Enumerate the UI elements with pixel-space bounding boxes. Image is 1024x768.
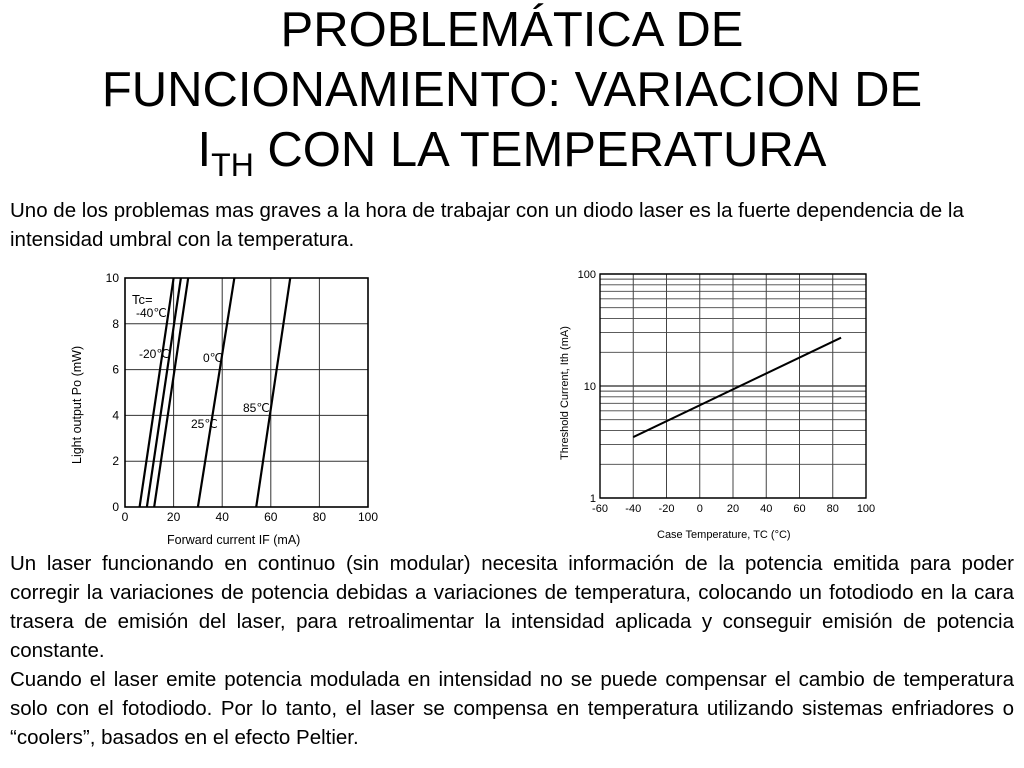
chart2-ytick: 10	[583, 381, 596, 393]
chart1-series-label-m40: -40℃	[136, 306, 167, 320]
chart1-series-label-0: 0℃	[203, 351, 224, 365]
chart1-xlabel: Forward current IF (mA)	[167, 533, 301, 547]
chart1-series-line	[256, 278, 290, 507]
chart2-grid	[600, 274, 866, 498]
chart1-series-label-m20: -20℃	[139, 347, 170, 361]
chart2-xtick: -60	[592, 503, 608, 515]
intro-text: Uno de los problemas mas graves a la hora de trabajar con un diodo laser es la fuerte dependencia de la intensidad umbral con la temperatura.	[10, 199, 964, 251]
chart1-xtick: 60	[264, 510, 278, 524]
chart2-xtick: 40	[760, 503, 773, 515]
title-line-3	[0, 120, 1024, 183]
title-line-1: PROBLEMÁTICA DE	[280, 3, 744, 57]
chart1-ytick: 0	[112, 500, 119, 514]
chart1-ytick: 2	[112, 454, 119, 469]
threshold-current-chart	[538, 262, 918, 547]
chart1-series-label-25: 25℃	[191, 417, 218, 431]
chart2-xtick: 80	[826, 503, 839, 515]
chart1-xtick: 40	[215, 510, 229, 524]
chart2-xtick: 20	[726, 503, 740, 515]
chart1-legend-title: Tc=	[132, 292, 153, 307]
chart2-xtick: 0	[696, 503, 703, 515]
slide-title	[0, 0, 1024, 183]
body-text	[10, 549, 1014, 752]
paragraph-1: Un laser funcionando en continuo (sin modular) necesita información de la potencia emitida para poder corregir la variaciones de potencia debidas a variaciones de temperatura, colocando un fotodiodo en la cara trasera de emisión del laser, para retroalimentar la intensidad aplicada y conseguir emisión de potencia constante.	[10, 552, 1014, 662]
light-output-chart	[60, 262, 400, 552]
title-line-3-text: CON LA TEMPERATURA	[253, 123, 827, 177]
paragraph-2: Cuando el laser emite potencia modulada en intensidad no se puede compensar el cambio de temperatura solo con el fotodiodo. Por lo tanto, el laser se compensa en temperatura utilizando sistemas enfriadores o “coolers”, basados en el efecto Peltier.	[10, 668, 1014, 749]
chart2-xtick: -20	[658, 503, 675, 515]
chart1-series-label-85: 85℃	[243, 401, 270, 415]
chart2-xtick: -40	[625, 503, 642, 515]
title-ith-subscript: TH	[211, 147, 254, 183]
chart1-ytick: 8	[112, 316, 119, 331]
chart1-ytick: 4	[112, 408, 119, 423]
chart2-ytick: 1	[589, 493, 596, 505]
chart2-xlabel: Case Temperature, TC (°C)	[657, 529, 791, 541]
title-ith-symbol: I	[197, 123, 212, 177]
chart2-xtick: 100	[856, 503, 876, 515]
chart1-ylabel: Light output Po (mW)	[70, 345, 84, 464]
chart1-xtick: 20	[166, 510, 181, 524]
chart1-series-line	[198, 278, 234, 507]
chart2-ytick: 100	[577, 269, 596, 281]
chart1-xtick: 0	[121, 510, 129, 524]
chart1-ytick: 6	[112, 362, 119, 377]
chart2-xtick: 60	[793, 503, 806, 515]
chart2-ylabel: Threshold Current, Ith (mA)	[559, 326, 571, 460]
title-line-2: FUNCIONAMIENTO: VARIACION DE	[101, 63, 923, 117]
chart1-xtick: 80	[312, 510, 327, 524]
chart1-ytick: 10	[105, 271, 119, 285]
chart1-xtick: 100	[357, 510, 379, 524]
